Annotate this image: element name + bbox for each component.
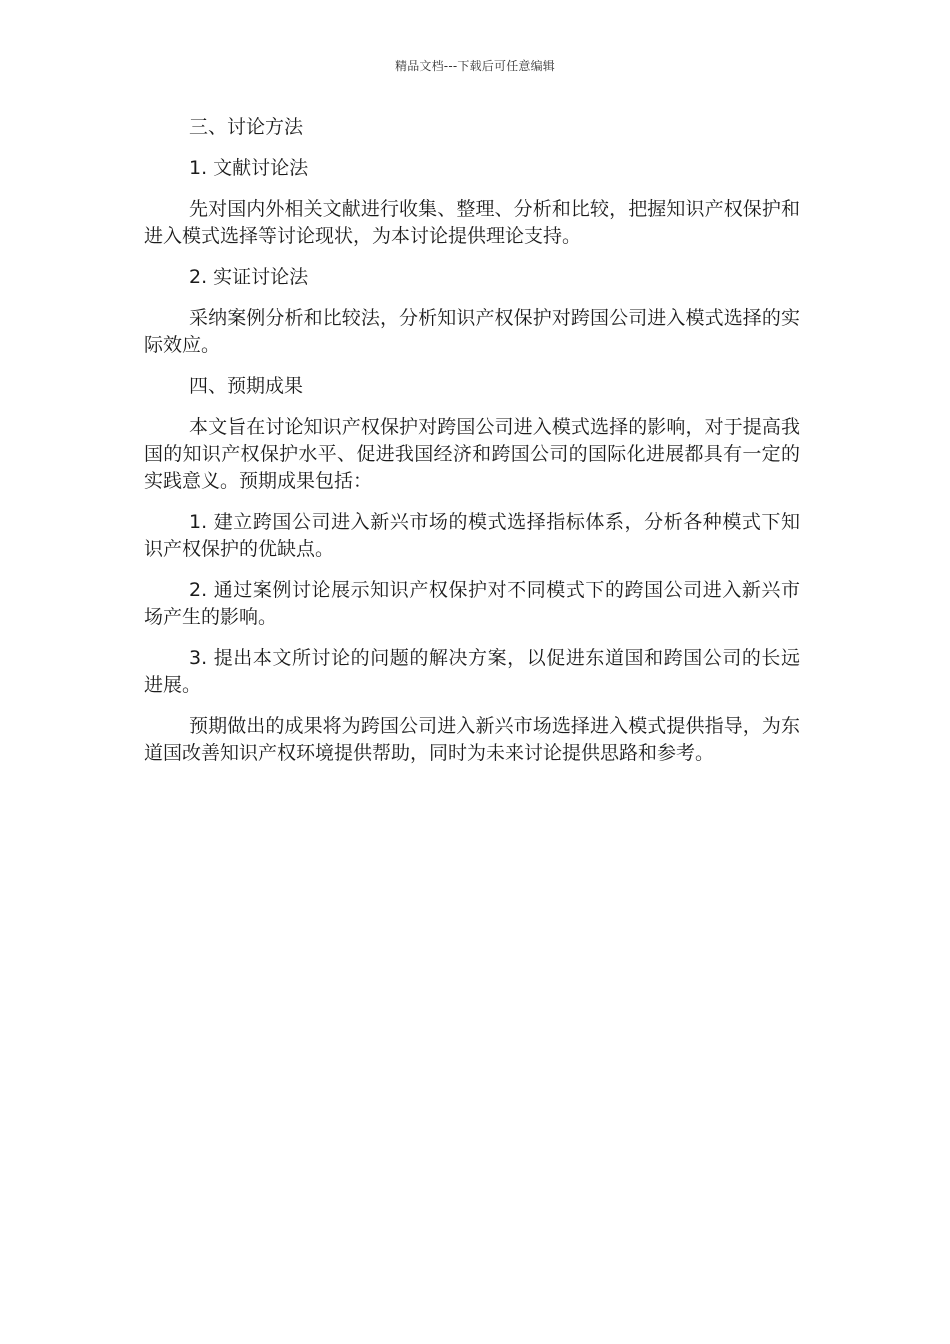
list-item-result-3: 3. 提出本文所讨论的问题的解决方案，以促进东道国和跨国公司的长远进展。 [144,647,800,696]
page-header: 精品文档---下载后可任意编辑 [395,59,555,73]
paragraph-literature-method: 先对国内外相关文献进行收集、整理、分析和比较，把握知识产权保护和进入模式选择等讨论现状，为本讨论提供理论支持。 [144,198,800,247]
section-heading-methods: 三、讨论方法 [189,116,304,138]
paragraph-expected-intro: 本文旨在讨论知识产权保护对跨国公司进入模式选择的影响，对于提高我国的知识产权保护水平、促进我国经济和跨国公司的国际化进展都具有一定的实践意义。预期成果包括： [144,416,800,492]
paragraph-empirical-method: 采纳案例分析和比较法，分析知识产权保护对跨国公司进入模式选择的实际效应。 [144,307,800,356]
document-body [144,114,800,781]
paragraph-conclusion: 预期做出的成果将为跨国公司进入新兴市场选择进入模式提供指导，为东道国改善知识产权环境提供帮助，同时为未来讨论提供思路和参考。 [144,715,800,764]
section-heading-expected-results: 四、预期成果 [189,375,304,397]
subheading-empirical-method: 2. 实证讨论法 [189,266,309,288]
list-item-result-1: 1. 建立跨国公司进入新兴市场的模式选择指标体系，分析各种模式下知识产权保护的优缺点。 [144,511,800,560]
list-item-result-2: 2. 通过案例讨论展示知识产权保护对不同模式下的跨国公司进入新兴市场产生的影响。 [144,579,800,628]
subheading-literature-method: 1. 文献讨论法 [189,157,309,179]
